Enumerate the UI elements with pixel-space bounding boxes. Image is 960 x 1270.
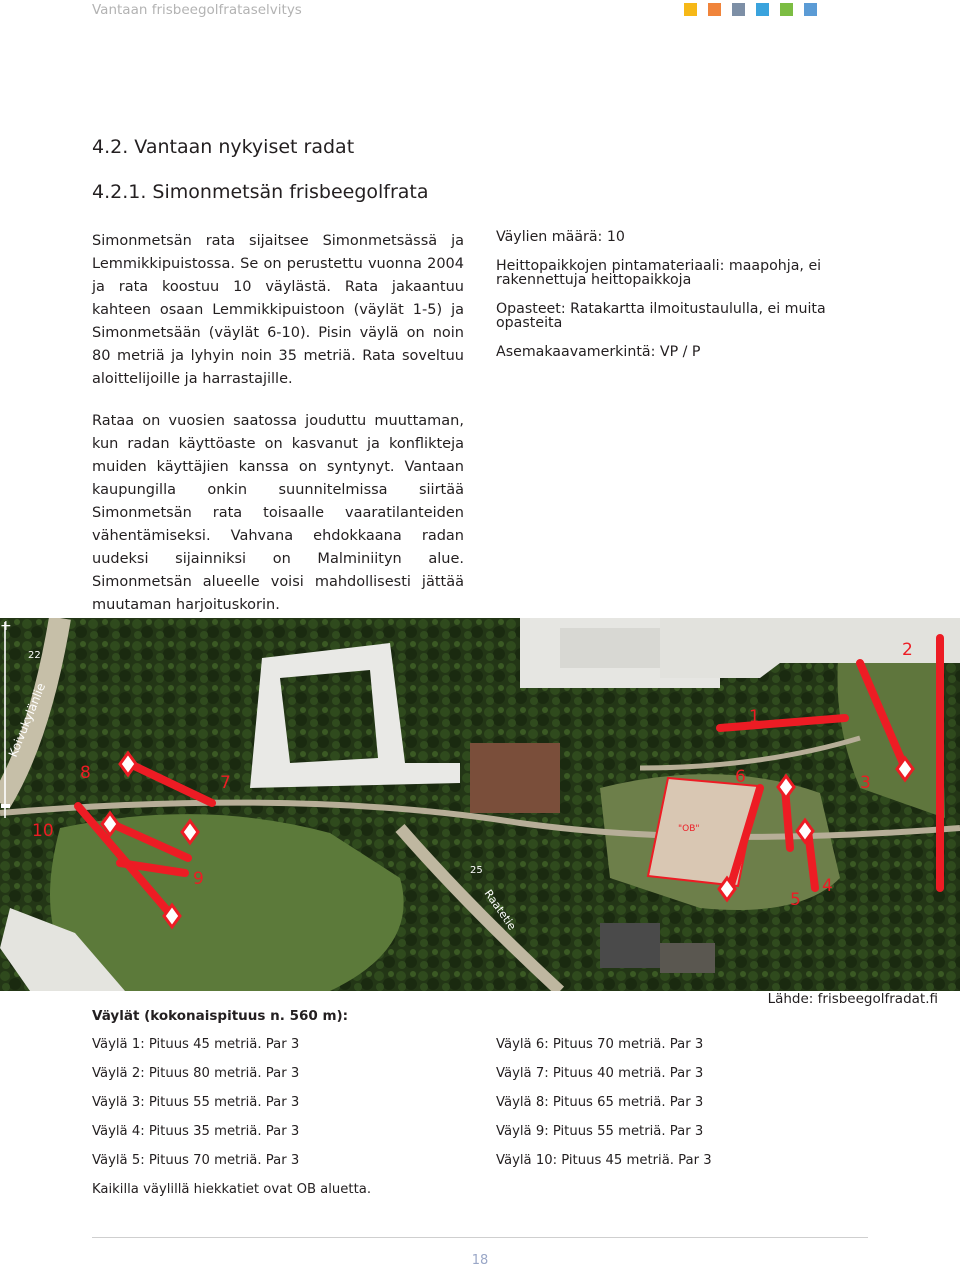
fairway-label-1: 1 [749, 707, 760, 727]
zoning-marking: Asemakaavamerkintä: VP / P [496, 344, 701, 360]
fairway-label-6: 6 [735, 767, 746, 787]
fairway-item-7: Väylä 7: Pituus 40 metriä. Par 3 [496, 1066, 704, 1081]
fairway-item-3: Väylä 3: Pituus 55 metriä. Par 3 [92, 1095, 300, 1110]
fairway-item-2: Väylä 2: Pituus 80 metriä. Par 3 [92, 1066, 300, 1081]
map-source: Lähde: frisbeegolfradat.fi [767, 991, 938, 1007]
fairway-item-6: Väylä 6: Pituus 70 metriä. Par 3 [496, 1037, 704, 1052]
swatch-blue [756, 3, 769, 16]
swatch-slate [732, 3, 745, 16]
course-facts [496, 230, 836, 374]
fairways-title: Väylät (kokonaispituus n. 560 m): [92, 1008, 349, 1024]
fairway-label-5: 5 [790, 890, 801, 910]
document-header-title: Vantaan frisbeegolfrataselvitys [92, 2, 302, 18]
fairway-item-1: Väylä 1: Pituus 45 metriä. Par 3 [92, 1037, 300, 1052]
road-number-22: 22 [28, 650, 41, 661]
swatch-lightblue [804, 3, 817, 16]
fairway-label-2: 2 [902, 640, 913, 660]
intro-paragraph: Simonmetsän rata sijaitsee Simonmetsässä ja Lemmikkipuistossa. Se on perustettu vuonna 2004 ja rata koostuu 10 väylästä. Rata jakaantuu kahteen osaan Lemmikkipuistoon (väylät 1-5) ja Simonmetsään (väylät 6-10). Pisin väylä on noin 80 metriä ja lyhyin noin 35 metriä. Rata soveltuu aloittelijoille ja harrastajille. [92, 233, 464, 387]
signage: Opasteet: Ratakartta ilmoitustaululla, ei muita opasteita [496, 301, 826, 331]
fairway-label-10: 10 [32, 821, 54, 841]
swatch-orange [708, 3, 721, 16]
fairway-count: Väylien määrä: 10 [496, 229, 625, 245]
ob-note: Kaikilla väylillä hiekkatiet ovat OB aluetta. [92, 1182, 372, 1197]
fairway-label-3: 3 [860, 773, 871, 793]
fairway-item-10: Väylä 10: Pituus 45 metriä. Par 3 [496, 1153, 712, 1168]
fairway-item-4: Väylä 4: Pituus 35 metriä. Par 3 [92, 1124, 300, 1139]
fairways-left-column [92, 1037, 299, 1182]
map-image [0, 618, 960, 991]
fairway-item-8: Väylä 8: Pituus 65 metriä. Par 3 [496, 1095, 704, 1110]
road-number-25: 25 [470, 865, 483, 876]
zoom-in-icon[interactable]: + [0, 618, 12, 634]
street-label-raatetie: Raatetie [481, 887, 519, 933]
swatch-yellow [684, 3, 697, 16]
street-label-koivukylanlie: Koivukylänlie [5, 680, 49, 760]
fairway-item-5: Väylä 5: Pituus 70 metriä. Par 3 [92, 1153, 300, 1168]
tee-material: Heittopaikkojen pintamateriaali: maapohja, ei rakennettuja heittopaikkoja [496, 258, 822, 288]
section-heading: 4.2. Vantaan nykyiset radat [92, 136, 355, 158]
body-paragraph: Rataa on vuosien saatossa jouduttu muuttaman, kun radan käyttöaste on kasvanut ja konflikteja muiden käyttäjien kanssa on syntynyt. Vantaan kaupungilla onkin suunnitelmissa siirtää Simonmetsän rata toisaalle vaaratilanteiden vähentämiseksi. Vahvana ehdokkaana radan uudeksi sijainniksi on Malminiityn alue. Simonmetsän alueelle voisi mahdollisesti jättää muutaman harjoituskorin. [92, 413, 464, 613]
fairway-label-8: 8 [80, 763, 91, 783]
page-number: 18 [471, 1253, 489, 1268]
fairway-item-9: Väylä 9: Pituus 55 metriä. Par 3 [496, 1124, 704, 1139]
zoom-slider-handle[interactable] [1, 804, 10, 808]
fairways-right-column [496, 1037, 712, 1182]
footer-divider [92, 1237, 868, 1238]
header-color-swatches [684, 3, 817, 16]
course-aerial-map [0, 618, 960, 991]
swatch-green [780, 3, 793, 16]
fairway-label-4: 4 [822, 876, 833, 896]
fairway-label-7: 7 [220, 773, 231, 793]
ob-area-label: "OB" [678, 824, 700, 834]
fairway-label-9: 9 [193, 869, 204, 889]
subsection-heading: 4.2.1. Simonmetsän frisbeegolfrata [92, 181, 429, 203]
